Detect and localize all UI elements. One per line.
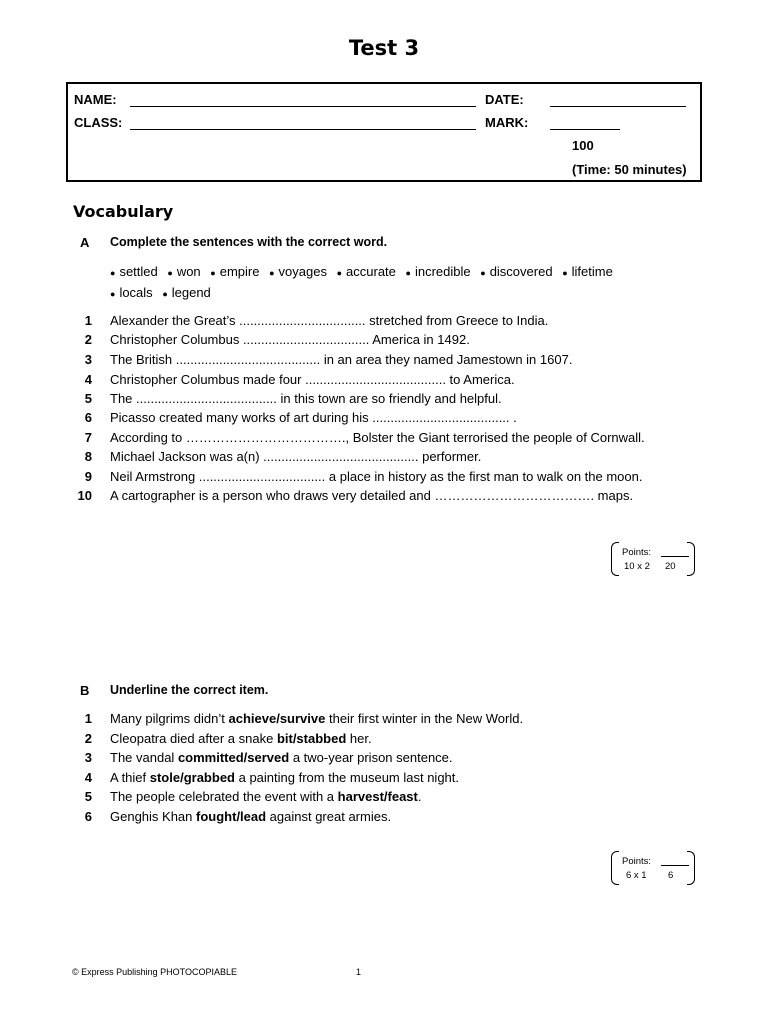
- left-bracket: [611, 851, 619, 885]
- exercise-a-item: 5 The ....................................... in this town are so friendly and helpful.: [84, 391, 502, 406]
- score-line[interactable]: [661, 865, 689, 866]
- class-field[interactable]: [130, 129, 476, 130]
- exercise-a-item: 6 Picasso created many works of art during his ...................................... .: [84, 410, 517, 425]
- exercise-a-item: 8 Michael Jackson was a(n) ........................................... performer.: [84, 449, 482, 464]
- exercise-b-item: 4 A thief stole/grabbed a painting from the museum last night.: [84, 770, 460, 785]
- points-box-a: [611, 542, 695, 578]
- exercise-b-item: 2 Cleopatra died after a snake bit/stabbed her.: [84, 731, 372, 746]
- exercise-a-item: 10 A cartographer is a person who draws very detailed and ………………………………. maps.: [77, 488, 634, 503]
- exercise-b-item: 6 Genghis Khan fought/lead against great armies.: [84, 809, 392, 824]
- word-bank-item: ● incredible: [405, 264, 471, 279]
- section-title: Vocabulary: [73, 202, 174, 221]
- points-total: 20: [665, 561, 676, 572]
- answer-options[interactable]: committed/served: [177, 750, 290, 765]
- date-label: DATE:: [485, 92, 524, 107]
- exercise-b-item: 3 The vandal committed/served a two-year prison sentence.: [84, 750, 453, 765]
- exercise-b-item: 1 Many pilgrims didn’t achieve/survive their first winter in the New World.: [84, 711, 524, 726]
- word-bank-item: ● settled: [110, 264, 158, 279]
- points-total: 6: [668, 870, 674, 881]
- page-number: 1: [356, 967, 362, 977]
- exercise-b-instruction: Underline the correct item.: [110, 683, 269, 697]
- exercise-a-item: 7 According to ………………………………., Bolster the Giant terrorised the people of Cornwall.: [84, 430, 645, 445]
- exercise-a-letter: A: [80, 235, 90, 250]
- points-label: Points:: [622, 856, 652, 867]
- date-field[interactable]: [550, 106, 686, 107]
- right-bracket: [687, 851, 695, 885]
- time-limit: (Time: 50 minutes): [572, 162, 687, 177]
- answer-options[interactable]: harvest/feast: [337, 789, 418, 804]
- right-bracket: [687, 542, 695, 576]
- word-bank-item: ● voyages: [269, 264, 327, 279]
- score-line[interactable]: [661, 556, 689, 557]
- page-title: Test 3: [348, 36, 420, 60]
- exercise-a-instruction: Complete the sentences with the correct word.: [110, 235, 388, 249]
- name-label: NAME:: [74, 92, 117, 107]
- exercise-a-item: 2 Christopher Columbus ................................... America in 1492.: [84, 332, 470, 347]
- word-bank-item: ● lifetime: [562, 264, 613, 279]
- points-box-b: [611, 851, 695, 887]
- student-info-box: [66, 82, 702, 182]
- word-bank-item: ● empire: [210, 264, 260, 279]
- mark-label: MARK:: [485, 115, 529, 130]
- exercise-b-letter: B: [80, 683, 90, 698]
- points-calc: 6 x 1: [626, 870, 647, 881]
- mark-total: 100: [572, 138, 594, 153]
- word-bank: [110, 262, 670, 304]
- exercise-a-item: 9 Neil Armstrong ................................... a place in history as the first man to walk on the moon.: [84, 469, 643, 484]
- left-bracket: [611, 542, 619, 576]
- exercise-a-item: 1 Alexander the Great’s ................................... stretched from Greece to India.: [84, 313, 549, 328]
- answer-options[interactable]: stole/grabbed: [149, 770, 235, 785]
- word-bank-item: ● accurate: [336, 264, 396, 279]
- word-bank-item: ● legend: [162, 285, 211, 300]
- class-label: CLASS:: [74, 115, 123, 130]
- word-bank-item: ● won: [167, 264, 201, 279]
- footer-copyright: © Express Publishing PHOTOCOPIABLE: [72, 967, 238, 977]
- answer-options[interactable]: fought/lead: [196, 809, 267, 824]
- exercise-b-item: 5 The people celebrated the event with a harvest/feast.: [84, 789, 422, 804]
- points-calc: 10 x 2: [624, 561, 650, 572]
- mark-field[interactable]: [550, 129, 620, 130]
- answer-options[interactable]: achieve/survive: [228, 711, 326, 726]
- word-bank-item: ● discovered: [480, 264, 553, 279]
- word-bank-item: ● locals: [110, 285, 153, 300]
- points-label: Points:: [622, 547, 652, 558]
- name-field[interactable]: [130, 106, 476, 107]
- exercise-a-item: 3 The British ........................................ in an area they named Jamestown in 1607.: [84, 352, 573, 367]
- answer-options[interactable]: bit/stabbed: [276, 731, 347, 746]
- exercise-a-item: 4 Christopher Columbus made four ....................................... to America.: [84, 372, 515, 387]
